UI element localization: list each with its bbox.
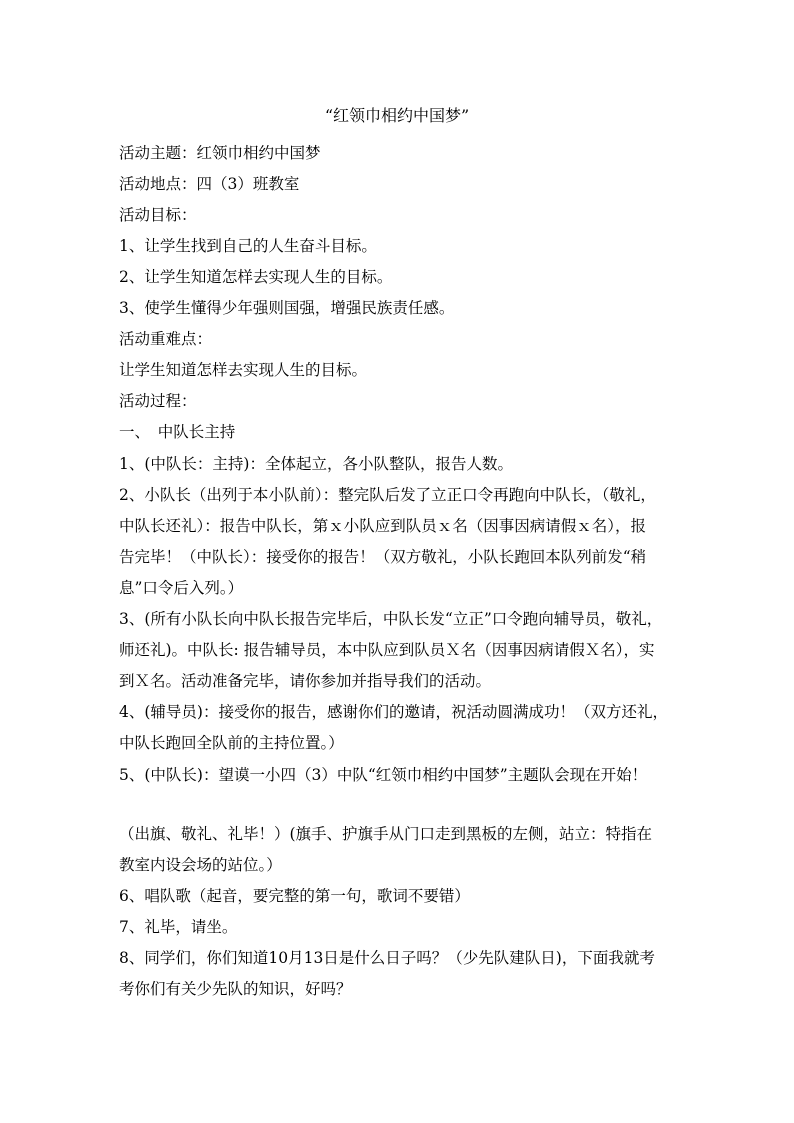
goal-item-3: 3、使学生懂得少年强则国强，增强民族责任感。 [119,299,455,317]
process-step-2-line-2: 中队长还礼）：报告中队长，第ｘ小队应到队员ｘ名（因事因病请假ｘ名），报 [119,517,647,535]
goal-item-1: 1、让学生找到自己的人生奋斗目标。 [119,237,377,255]
process-step-5-note-line-2: 教室内设会场的站位。） [119,856,282,874]
key-points-text: 让学生知道怎样去实现人生的目标。 [119,361,368,379]
process-step-7: 7、礼毕，请坐。 [119,918,238,936]
goal-item-2: 2、让学生知道怎样去实现人生的目标。 [119,268,393,286]
process-step-6: 6、唱队歌（起音，要完整的第一句，歌词不要错） [119,887,470,905]
process-step-1: 1、(中队长：主持)：全体起立，各小队整队，报告人数。 [119,455,513,473]
activity-theme: 活动主题：红领巾相约中国梦 [119,144,321,162]
process-step-5-note-line-1: （出旗、敬礼、礼毕！）(旗手、护旗手从门口走到黑板的左侧，站立：特指在 [119,825,653,843]
process-step-2-line-4: 息”口令后入列。） [119,579,244,597]
process-step-3-line-2: 师还礼)。中队长: 报告辅导员，本中队应到队员Ｘ名（因事因病请假Ｘ名），实 [119,641,655,659]
process-step-3-line-3: 到Ｘ名。活动准备完毕，请你参加并指导我们的活动。 [119,672,492,690]
process-step-2-line-1: 2、小队长（出列于本小队前）：整完队后发了立正口令再跑向中队长，（敬礼， [119,486,656,504]
process-step-2-line-3: 告完毕！（中队长）：接受你的报告！（双方敬礼，小队长跑回本队列前发“稍 [119,548,647,566]
document-title: “红领巾相约中国梦” [324,106,470,125]
process-step-8-line-1: 8、同学们，你们知道10月13日是什么日子吗？（少先队建队日)，下面我就考 [119,949,655,967]
key-points-heading: 活动重难点： [119,330,213,348]
process-step-5: 5、(中队长)：望谟一小四（3）中队“红领巾相约中国梦”主题队会现在开始！ [119,766,648,784]
activity-goals-heading: 活动目标： [119,206,197,224]
process-step-4-line-2: 中队长跑回全队前的主持位置。） [119,734,344,752]
process-step-8-line-2: 考你们有关少先队的知识，好吗？ [119,980,352,998]
section-heading-1: 一、 中队长主持 [119,423,236,441]
process-step-4-line-1: 4、(辅导员)：接受你的报告，感谢你们的邀请，祝活动圆满成功！（双方还礼， [119,703,668,721]
process-heading: 活动过程： [119,392,197,410]
activity-location: 活动地点：四（3）班教室 [119,175,300,193]
process-step-3-line-1: 3、(所有小队长向中队长报告完毕后，中队长发“立正”口令跑向辅导员，敬礼， [119,610,663,628]
